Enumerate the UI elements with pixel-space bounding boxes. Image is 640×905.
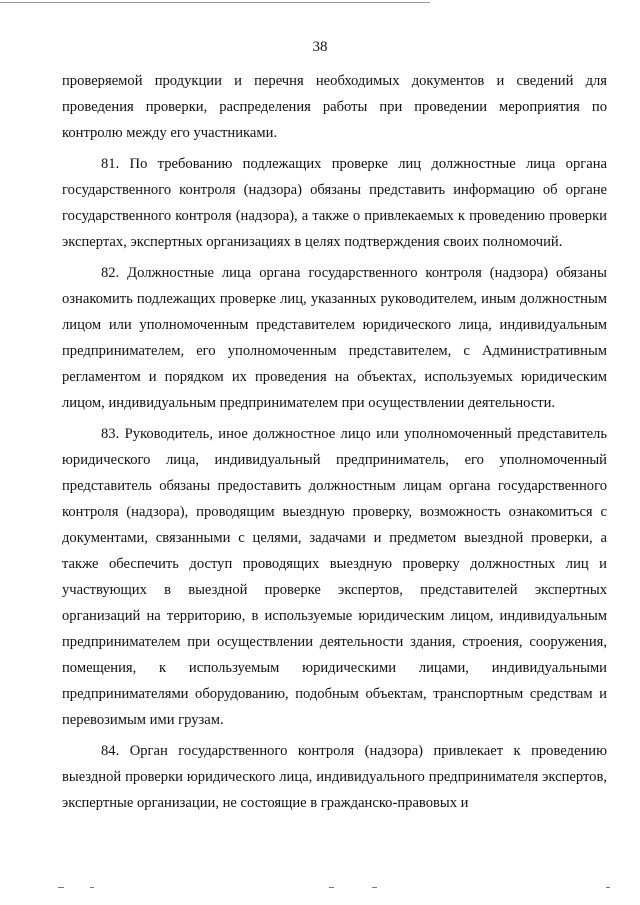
document-body [62, 68, 607, 816]
paragraph-84: 84. Орган государственного контроля (надзора) привлекает к проведению выездной проверки юридического лица, индивидуального предпринимателя экспертов, экспертные организации, не состоящие в гражданско-правовых и [62, 743, 607, 811]
scan-mark [372, 887, 377, 888]
scan-mark [90, 887, 94, 888]
page-number: 38 [312, 39, 328, 55]
scan-mark [329, 887, 334, 888]
paragraph-continuation: проверяемой продукции и перечня необходимых документов и сведений для проведения проверки, распределения работы при проведении мероприятия по контролю между его участниками. [62, 73, 607, 141]
paragraph-83: 83. Руководитель, иное должностное лицо или уполномоченный представитель юридического лица, индивидуальный предприниматель, его уполномоченный представитель обязаны предоставить должностным лицам органа государственного контроля (надзора), проводящим выездную проверку, возможность ознакомиться с документами, связанными с целями, задачами и предметом выездной проверки, а также обеспечить доступ проводящих выездную проверку должностных лиц и участвующих в выездной проверке экспертов, представителей экспертных организаций на территорию, в используемые юридическим лицом, индивидуальным предпринимателем при осуществлении деятельности здания, строения, сооружения, помещения, к используемым юридическими лицами, индивидуальными предпринимателями оборудованию, подобным объектам, транспортным средствам и перевозимым ими грузам. [62, 426, 607, 728]
scan-mark [58, 887, 64, 888]
paragraph-82: 82. Должностные лица органа государственного контроля (надзора) обязаны ознакомить подлежащих проверке лиц, указанных руководителем, иным должностным лицом или уполномоченным представителем юридического лица, индивидуальным предпринимателем, его уполномоченным представителем, с Административным регламентом и порядком их проведения на объектах, используемых юридическим лицом, индивидуальным предпринимателем при осуществлении деятельности. [62, 265, 607, 411]
scan-mark [606, 887, 610, 888]
top-scan-rule [0, 2, 430, 3]
paragraph-81: 81. По требованию подлежащих проверке лиц должностные лица органа государственного контроля (надзора) обязаны представить информацию об органе государственного контроля (надзора), а также о привлекаемых к проведению проверки экспертах, экспертных организациях в целях подтверждения своих полномочий. [62, 156, 607, 250]
